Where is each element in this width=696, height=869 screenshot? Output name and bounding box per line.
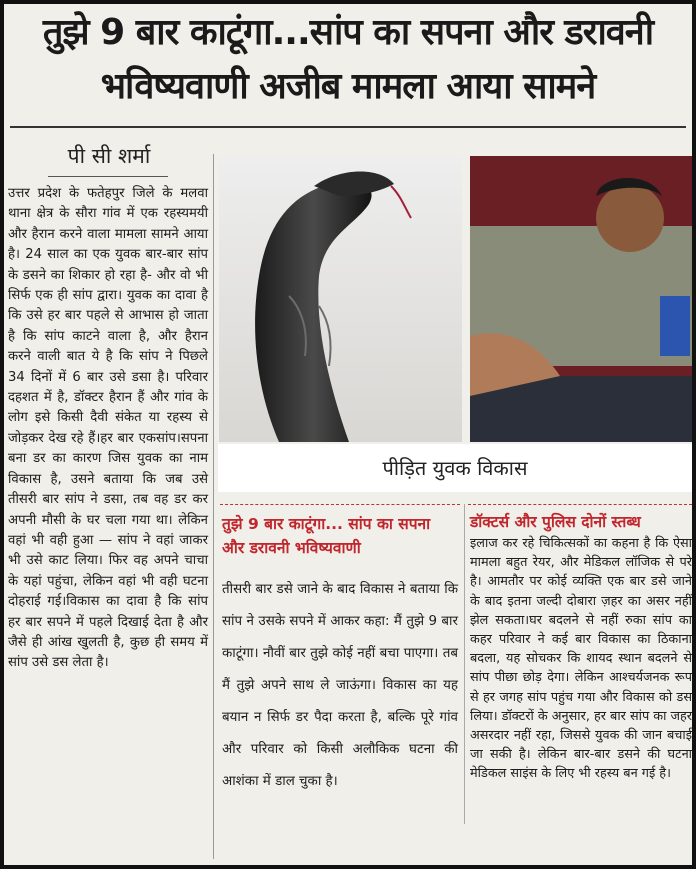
article-column-left: उत्तर प्रदेश के फतेहपुर जिले के मलवा थाना क्षेत्र के सौरा गांव में एक रहस्यमयी और हैरान करने वाला मामला सामने आया है। 24 साल का एक युवक बार-बार सांप के डसने का शिकार हो रहा है- और वो भी सिर्फ एक ही सांप द्वारा। युवक का दावा है कि उसे हर बार पहले से आभास हो जाता है कि सांप काटने वाला है, और हैरान करने वाली बात ये है कि सांप ने पिछले 34 दिनों में 6 बार उसे डसा है। परिवार दहशत में है, डॉक्टर हैरान हैं और गांव के लोग इसे किसी दैवी संकेत या रहस्य से जोड़कर देख रहे हैं।हर बार एकसांप।सपना बना डर का कारण जिस युवक का नाम विकास है, उसने बताया कि जब उसे तीसरी बार सांप ने डसा, तब वह डर कर अपनी मौसी के घर चला गया था। लेकिन वहां भी वही हुआ — सांप ने वहां जाकर भी उसे काट लिया। फिर वह अपने चाचा के यहां पहुंचा, लेकिन वहां भी वही घटना दोहराई गई।विकास का दावा है कि सांप हर बार सपने में पहले दिखाई देता है और जैसे ही आंख खुलती है, कुछ ही समय में सांप उसे डस लेता है। [8,186,208,671]
cobra-illustration [219,156,462,442]
middle-box-title-line-1: तुझे 9 बार काटूंगा... सांप का सपना [222,515,431,533]
headline-line-1: तुझे 9 बार काटूंगा...सांप का सपना और डरावनी [42,12,654,53]
newspaper-clipping [4,4,692,865]
middle-box-text: तीसरी बार डसे जाने के बाद विकास ने बताया कि सांप ने उसके सपने में आकर कहा: मैं तुझे 9 बार काटूंगा। नौवीं बार तुझे कोई नहीं बचा पाएगा। तब मैं तुझे अपने साथ ले जाऊंगा। विकास का यह बयान न सिर्फ डर पैदा करता है, बल्कि पूरे गांव और परिवार को किसी अलौकिक घटना की आशंका में डाल चुका है। [222,582,458,789]
column-divider [213,154,214,859]
middle-box-title [222,512,462,560]
headline-line-2: भविष्यवाणी अजीब मामला आया सामने [100,66,596,107]
headline [4,6,692,114]
headline-divider [10,126,686,128]
photo-caption: पीड़ित युवक विकास [218,444,692,492]
box-divider [464,504,465,824]
right-box-top-border [468,504,692,505]
byline-underline [48,176,168,177]
patient-photo [470,156,692,442]
middle-box-title-line-2: और डरावनी भविष्यवाणी [222,539,361,557]
patient-illustration [470,156,692,442]
cobra-photo [219,156,462,442]
byline: पी सी शर्मा [67,144,151,168]
middle-box-top-border [220,504,460,505]
right-box-text: इलाज कर रहे चिकित्सकों का कहना है कि ऐसा मामला बहुत रेयर, और मेडिकल लॉजिक से परे है। आमतौर पर कोई व्यक्ति एक बार डसे जाने के बाद इतना जल्दी दोबारा ज़हर का असर नहीं झेल सकता।घर बदलने से नहीं रुका सांप का कहर परिवार ने कई बार विकास का ठिकाना बदला, यह सोचकर कि शायद स्थान बदलने से सांप पीछा छोड़ देगा। लेकिन आश्चर्यजनक रूप से हर जगह सांप पहुंच गया और विकास को डस लिया। डॉक्टरों के अनुसार, हर बार सांप का जहर असरदार नहीं रहा, जिससे युवक की जान बचाई जा सकी है। लेकिन बार-बार डसने की घटना मेडिकल साइंस के लिए भी रहस्य बन गई है। [470,536,692,782]
right-box-title: डॉक्टर्स और पुलिस दोनों स्तब्ध [470,513,641,531]
